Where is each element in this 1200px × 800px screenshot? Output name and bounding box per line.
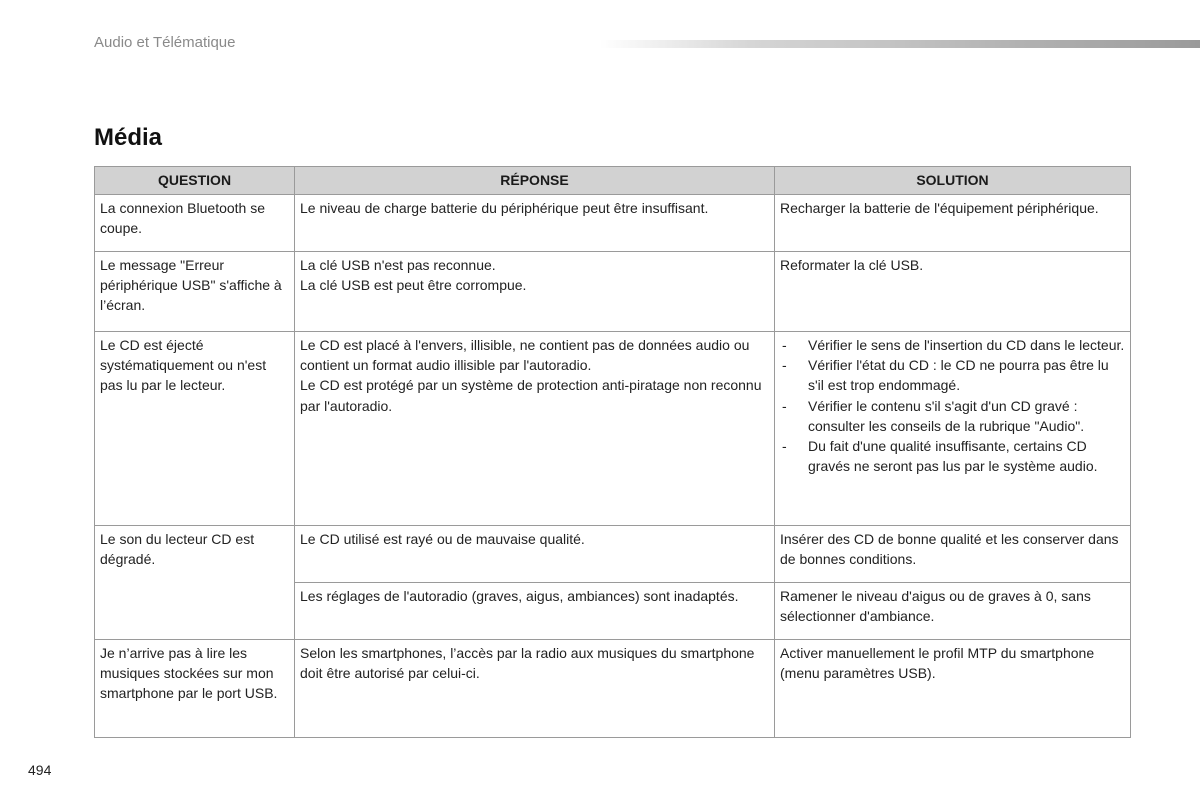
solution-list-item: - Vérifier l'état du CD : le CD ne pourra pas être lu s'il est trop endommagé.	[780, 355, 1125, 395]
answer-cell	[295, 252, 775, 332]
header-gradient-rule	[600, 40, 1200, 48]
table-row	[95, 252, 1131, 332]
solution-text: Ramener le niveau d'aigus ou de graves à 0, sans sélectionner d'ambiance.	[780, 588, 1091, 625]
answer-text: Les réglages de l'autoradio (graves, aigus, ambiances) sont inadaptés.	[300, 588, 739, 604]
answer-text: Le CD utilisé est rayé ou de mauvaise qualité.	[300, 531, 585, 547]
answer-text: La clé USB est peut être corrompue.	[300, 277, 527, 294]
answer-text: Le CD est placé à l'envers, illisible, ne contient pas de données audio ou contient un format audio illisible par l'autoradio.	[300, 337, 750, 374]
section-header-label: Audio et Télématique	[94, 34, 236, 51]
table-row	[95, 332, 1131, 526]
question-cell: La connexion Bluetooth se coupe.	[95, 195, 295, 252]
question-cell: Je n’arrive pas à lire les musiques stockées sur mon smartphone par le port USB.	[95, 640, 295, 738]
column-header-solution: SOLUTION	[775, 167, 1131, 195]
answer-cell	[295, 583, 775, 640]
page-number: 494	[28, 762, 52, 778]
question-cell: Le message "Erreur périphérique USB" s'affiche à l’écran.	[95, 252, 295, 332]
question-cell: Le CD est éjecté systématiquement ou n'est pas lu par le lecteur.	[95, 332, 295, 526]
troubleshooting-table	[94, 166, 1131, 738]
table-row	[95, 195, 1131, 252]
solution-cell	[775, 583, 1131, 640]
answer-cell	[295, 640, 775, 738]
table-row	[95, 640, 1131, 738]
answer-text: Le niveau de charge batterie du périphérique peut être insuffisant.	[300, 200, 709, 216]
answer-cell	[295, 526, 775, 583]
page-title: Média	[94, 124, 163, 151]
question-cell: Le son du lecteur CD est dégradé.	[95, 526, 295, 640]
table-header-row	[95, 167, 1131, 195]
solution-cell	[775, 332, 1131, 526]
answer-text: La clé USB n'est pas reconnue.	[300, 257, 496, 273]
solution-text: Activer manuellement le profil MTP du smartphone (menu paramètres USB).	[780, 645, 1095, 682]
solution-list-item: - Du fait d'une qualité insuffisante, certains CD gravés ne seront pas lus par le système audio.	[780, 436, 1125, 476]
column-header-answer: RÉPONSE	[295, 167, 775, 195]
answer-cell	[295, 332, 775, 526]
solution-list-item: - Vérifier le contenu s'il s'agit d'un CD gravé : consulter les conseils de la rubrique "Audio".	[780, 396, 1125, 436]
column-header-question: QUESTION	[95, 167, 295, 195]
solution-cell	[775, 640, 1131, 738]
solution-cell	[775, 195, 1131, 252]
solution-text: Insérer des CD de bonne qualité et les conserver dans de bonnes conditions.	[780, 531, 1119, 568]
table-row	[95, 526, 1131, 583]
solution-cell	[775, 252, 1131, 332]
solution-list	[780, 335, 1125, 476]
solution-text: Recharger la batterie de l'équipement périphérique.	[780, 200, 1099, 216]
answer-text: Selon les smartphones, l’accès par la radio aux musiques du smartphone doit être autorisé par celui-ci.	[300, 645, 755, 682]
solution-text: Reformater la clé USB.	[780, 257, 924, 273]
solution-cell	[775, 526, 1131, 583]
solution-list-item: - Vérifier le sens de l'insertion du CD dans le lecteur.	[780, 335, 1125, 355]
answer-cell	[295, 195, 775, 252]
answer-text: Le CD est protégé par un système de protection anti-piratage non reconnu par l'autoradio.	[300, 377, 762, 414]
